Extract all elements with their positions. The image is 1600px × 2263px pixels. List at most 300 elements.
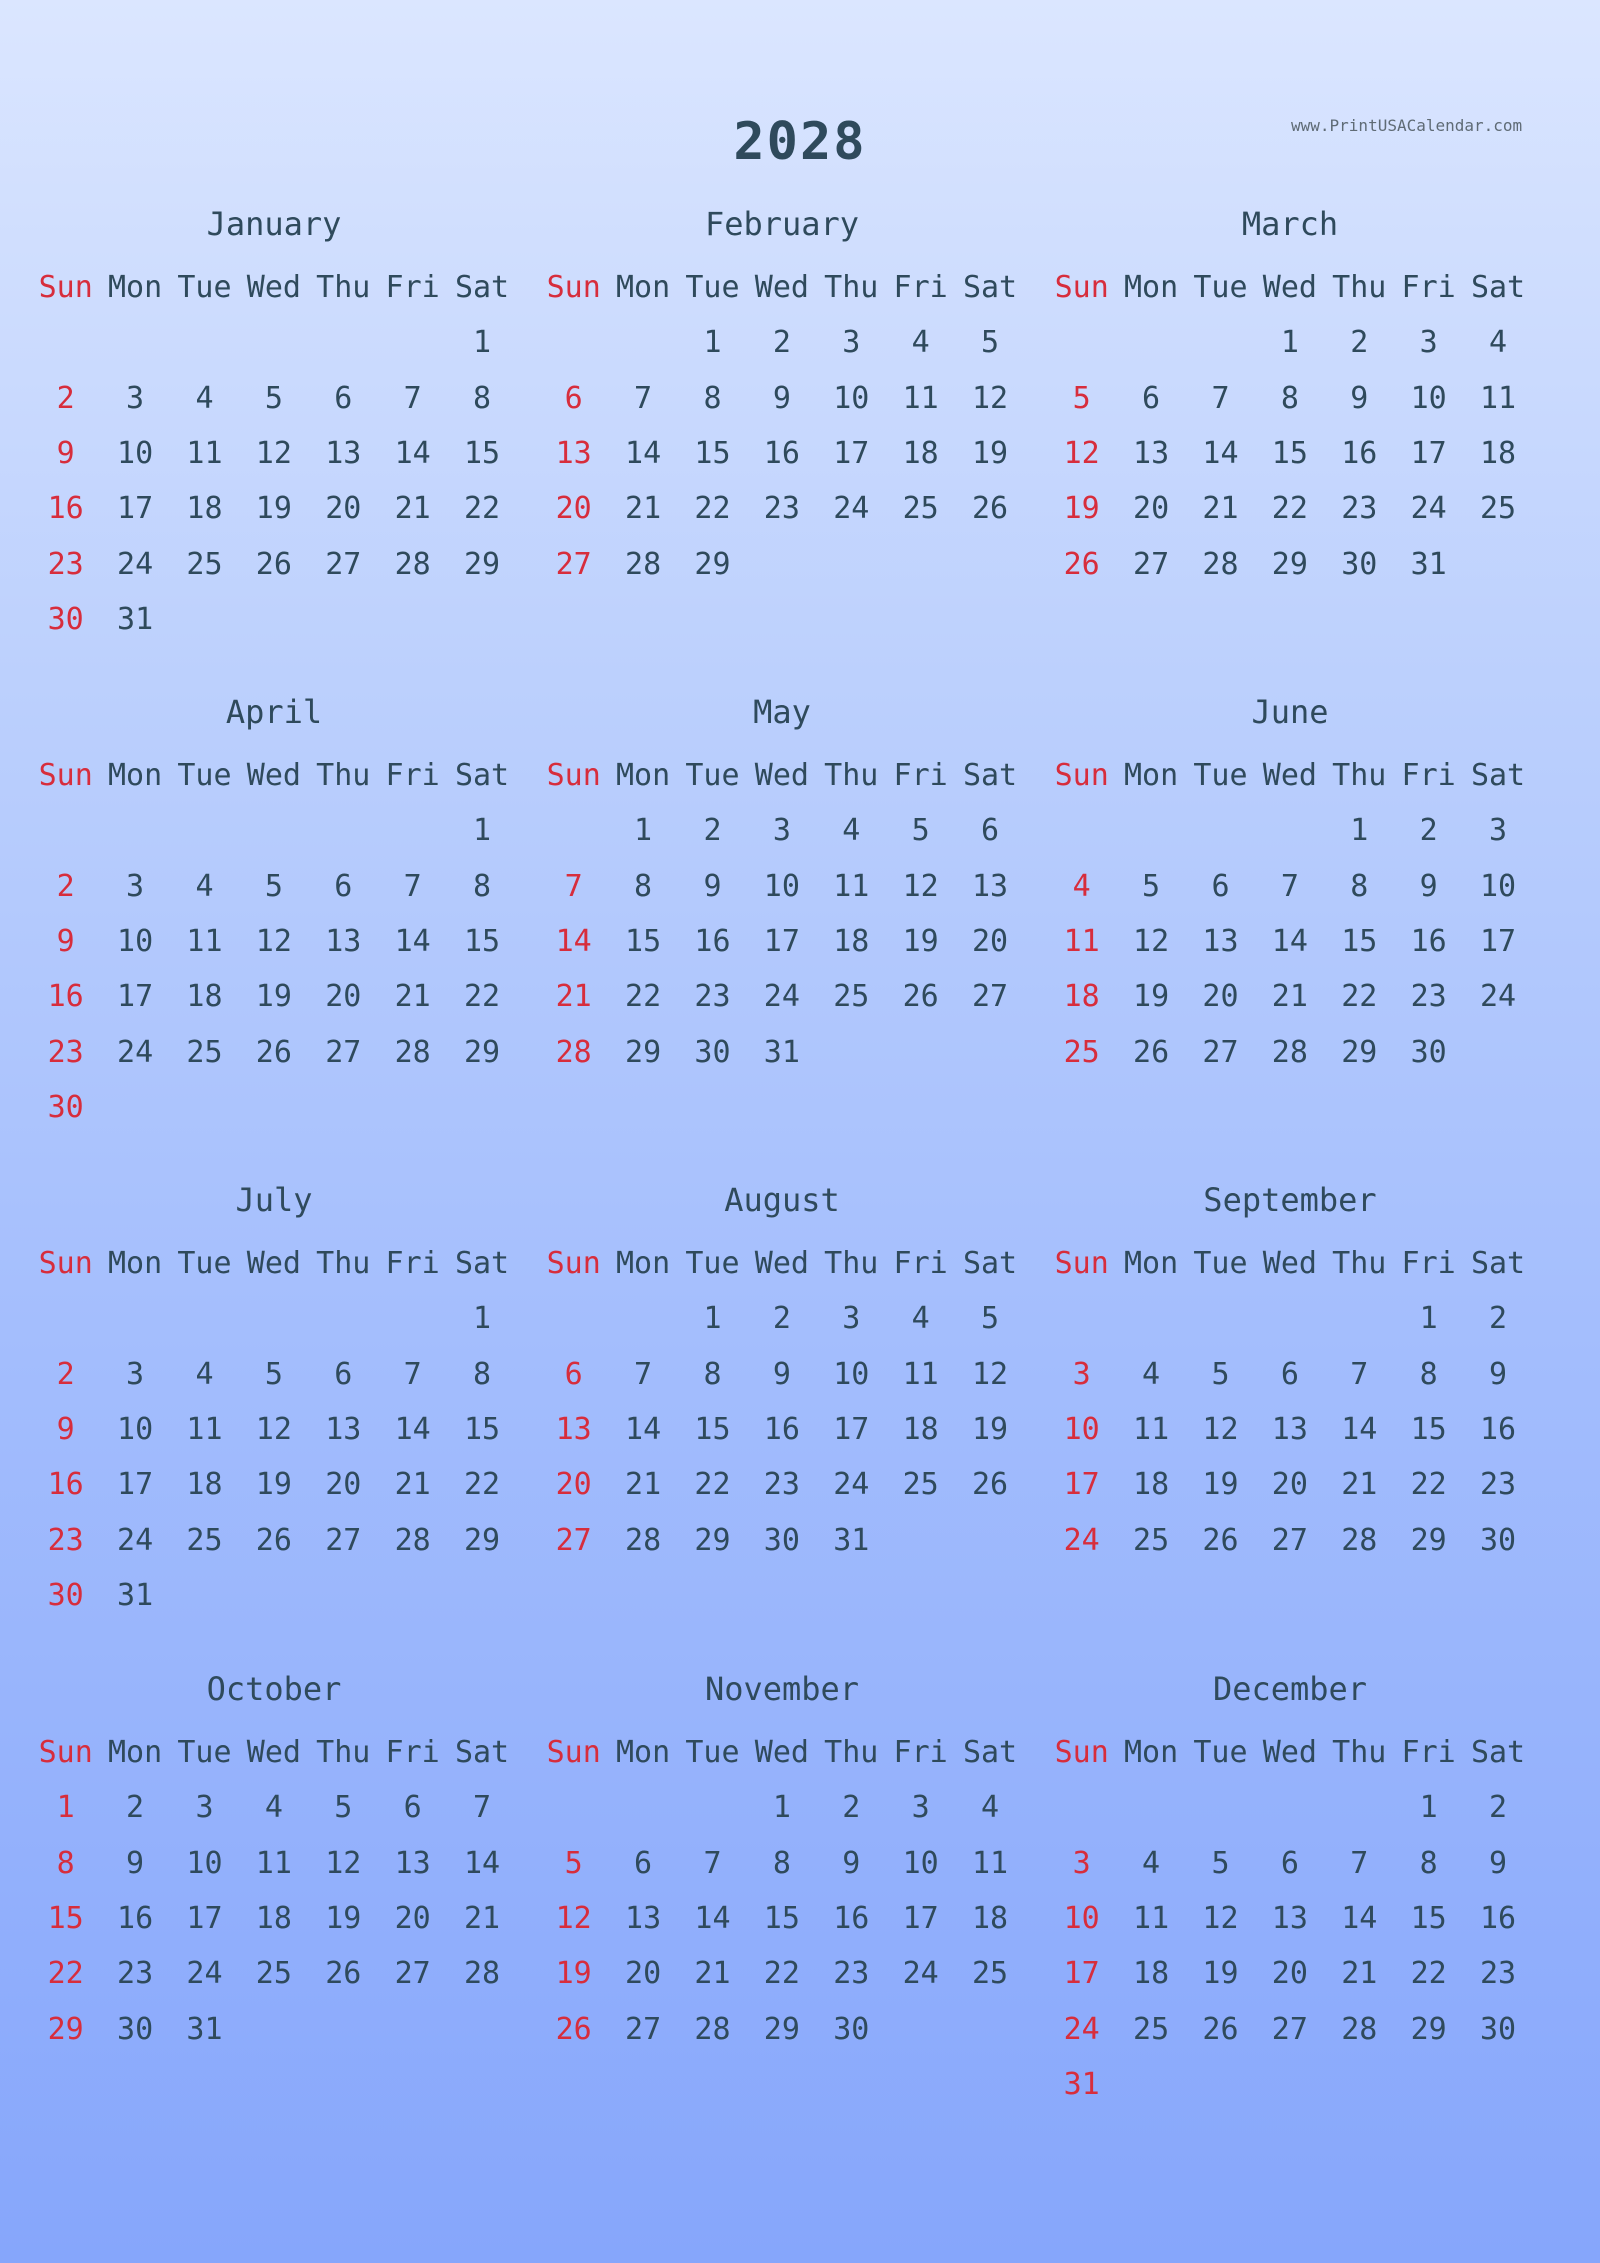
week-row: [539, 1457, 1025, 1512]
day-cell: 21: [463, 1901, 501, 1937]
day-cell: 9: [56, 1412, 75, 1448]
day-cell: 5: [334, 1790, 353, 1826]
week-row: [31, 859, 517, 914]
day-cell: 7: [403, 868, 422, 904]
weekday-label: Sun: [38, 270, 93, 306]
week-row: [31, 1836, 517, 1891]
day-cell: 20: [971, 924, 1009, 960]
week-row: [539, 1347, 1025, 1402]
day-cell: 15: [463, 1412, 501, 1448]
week-row: [31, 914, 517, 969]
day-cell: 6: [334, 1356, 353, 1392]
day-cell: 16: [833, 1901, 870, 1937]
week-row: [31, 803, 517, 858]
week-row: [31, 1512, 517, 1567]
day-cell: 21: [394, 979, 431, 1015]
day-cell: 13: [555, 436, 592, 472]
day-cell: 9: [56, 924, 75, 960]
weekday-label: Thu: [824, 758, 879, 794]
day-cell: 2: [56, 868, 75, 904]
weekday-label: Mon: [615, 1735, 671, 1771]
day-cell: 13: [971, 868, 1009, 904]
weekday-label: Wed: [1262, 1735, 1317, 1771]
day-cell: 12: [325, 1845, 362, 1881]
day-cell: 14: [463, 1845, 501, 1881]
day-cell: 22: [1410, 1956, 1447, 1992]
day-cell: 10: [1410, 380, 1447, 416]
day-cell: 5: [981, 1301, 1000, 1337]
weekday-label: Fri: [893, 270, 948, 306]
day-cell: 12: [971, 380, 1009, 416]
day-cell: 26: [255, 1522, 292, 1558]
day-cell: 6: [1211, 868, 1230, 904]
weekday-label: Wed: [246, 1735, 301, 1771]
day-cell: 16: [47, 1467, 84, 1503]
day-cell: 31: [1410, 546, 1447, 582]
day-cell: 24: [1063, 2011, 1100, 2047]
day-cell: 4: [1489, 325, 1508, 361]
week-row: [539, 914, 1025, 969]
day-cell: 4: [1142, 1845, 1161, 1881]
month-december: [1047, 1669, 1533, 2112]
day-cell: 17: [1063, 1467, 1100, 1503]
day-cell: 16: [1410, 924, 1447, 960]
weekday-label: Sat: [1470, 270, 1526, 306]
weekday-label: Thu: [824, 270, 879, 306]
day-cell: 30: [47, 1089, 84, 1125]
day-cell: 3: [126, 380, 145, 416]
weekday-label: Sat: [962, 1246, 1018, 1282]
day-cell: 27: [325, 1522, 362, 1558]
day-cell: 26: [971, 491, 1009, 527]
day-cell: 15: [47, 1901, 84, 1937]
weekday-label: Fri: [385, 758, 440, 794]
day-cell: 21: [1202, 491, 1239, 527]
day-cell: 29: [1410, 2011, 1447, 2047]
weekday-label: Fri: [893, 758, 948, 794]
week-row: [539, 803, 1025, 858]
day-cell: 10: [902, 1845, 939, 1881]
day-cell: 27: [1271, 1522, 1308, 1558]
day-cell: 20: [1271, 1956, 1308, 1992]
day-cell: 11: [1133, 1412, 1170, 1448]
weekday-label: Sun: [38, 1246, 93, 1282]
month-march: [1047, 204, 1533, 592]
day-cell: 15: [1341, 924, 1378, 960]
day-cell: 15: [763, 1901, 800, 1937]
day-cell: 4: [981, 1790, 1000, 1826]
month-name: February: [704, 205, 860, 243]
week-row: [31, 1568, 517, 1623]
day-cell: 12: [255, 436, 292, 472]
day-cell: 19: [1063, 491, 1100, 527]
day-cell: 18: [1133, 1467, 1170, 1503]
day-cell: 20: [325, 491, 362, 527]
month-january: [31, 204, 517, 647]
week-row: [1047, 426, 1533, 481]
month-august: [539, 1180, 1025, 1568]
day-cell: 7: [1350, 1845, 1369, 1881]
weekday-label: Tue: [177, 1246, 232, 1282]
day-cell: 19: [255, 491, 292, 527]
week-row: [1047, 1946, 1533, 2001]
day-cell: 1: [1419, 1790, 1438, 1826]
weekday-label: Sat: [454, 270, 510, 306]
weekday-label: Mon: [107, 1735, 163, 1771]
day-cell: 17: [117, 491, 154, 527]
day-cell: 4: [911, 1301, 930, 1337]
day-cell: 23: [763, 491, 800, 527]
day-cell: 5: [264, 380, 283, 416]
day-cell: 15: [694, 1412, 731, 1448]
day-cell: 9: [703, 868, 722, 904]
day-cell: 25: [255, 1956, 292, 1992]
day-cell: 19: [325, 1901, 362, 1937]
day-cell: 17: [1063, 1956, 1100, 1992]
day-cell: 30: [47, 1577, 84, 1613]
day-cell: 8: [703, 1356, 722, 1392]
weekday-label: Thu: [316, 758, 371, 794]
day-cell: 17: [117, 1467, 154, 1503]
week-row: [1047, 1512, 1533, 1567]
day-cell: 26: [325, 1956, 362, 1992]
day-cell: 7: [473, 1790, 492, 1826]
day-cell: 25: [186, 1522, 223, 1558]
day-cell: 12: [255, 1412, 292, 1448]
day-cell: 15: [463, 924, 501, 960]
day-cell: 14: [694, 1901, 731, 1937]
day-cell: 30: [1341, 546, 1378, 582]
day-cell: 8: [473, 380, 492, 416]
day-cell: 20: [1133, 491, 1170, 527]
day-cell: 9: [842, 1845, 861, 1881]
weekday-header-row: [31, 1236, 517, 1291]
day-cell: 16: [1479, 1901, 1517, 1937]
weekday-label: Thu: [1332, 270, 1387, 306]
day-cell: 23: [763, 1467, 800, 1503]
weekday-label: Tue: [177, 1735, 232, 1771]
month-october: [31, 1669, 517, 2057]
day-cell: 21: [394, 491, 431, 527]
day-cell: 12: [255, 924, 292, 960]
day-cell: 2: [703, 813, 722, 849]
day-cell: 3: [1489, 813, 1508, 849]
day-cell: 11: [971, 1845, 1009, 1881]
weekday-label: Thu: [1332, 1246, 1387, 1282]
day-cell: 31: [1063, 2066, 1100, 2102]
day-cell: 23: [1479, 1467, 1517, 1503]
day-cell: 26: [902, 979, 939, 1015]
week-row: [539, 859, 1025, 914]
weekday-label: Sun: [38, 758, 93, 794]
day-cell: 10: [1063, 1901, 1100, 1937]
day-cell: 18: [186, 1467, 223, 1503]
day-cell: 5: [564, 1845, 583, 1881]
weekday-label: Sun: [546, 1246, 601, 1282]
weekday-label: Mon: [1123, 1735, 1179, 1771]
day-cell: 25: [1133, 1522, 1170, 1558]
day-cell: 31: [117, 601, 154, 637]
day-cell: 27: [394, 1956, 431, 1992]
week-row: [539, 2001, 1025, 2056]
day-cell: 18: [186, 491, 223, 527]
weekday-label: Tue: [685, 270, 740, 306]
weekday-label: Fri: [1401, 1246, 1456, 1282]
weekday-label: Wed: [754, 758, 809, 794]
day-cell: 9: [1489, 1845, 1508, 1881]
week-row: [539, 536, 1025, 591]
weekday-label: Tue: [1193, 1735, 1248, 1771]
day-cell: 24: [1410, 491, 1447, 527]
weekday-label: Mon: [107, 270, 163, 306]
day-cell: 5: [1142, 868, 1161, 904]
day-cell: 21: [1271, 979, 1308, 1015]
day-cell: 27: [971, 979, 1009, 1015]
day-cell: 3: [772, 813, 791, 849]
day-cell: 23: [117, 1956, 154, 1992]
weekday-label: Sat: [1470, 758, 1526, 794]
day-cell: 31: [117, 1577, 154, 1613]
day-cell: 22: [694, 1467, 731, 1503]
day-cell: 26: [555, 2011, 592, 2047]
day-cell: 16: [694, 924, 731, 960]
day-cell: 26: [255, 1034, 292, 1070]
week-row: [1047, 315, 1533, 370]
week-row: [1047, 1402, 1533, 1457]
day-cell: 24: [1063, 1522, 1100, 1558]
day-cell: 18: [1133, 1956, 1170, 1992]
day-cell: 12: [902, 868, 939, 904]
weekday-label: Wed: [246, 758, 301, 794]
day-cell: 28: [1341, 2011, 1378, 2047]
day-cell: 29: [1341, 1034, 1378, 1070]
weekday-label: Wed: [1262, 758, 1317, 794]
week-row: [1047, 1291, 1533, 1346]
week-row: [539, 1946, 1025, 2001]
day-cell: 29: [1410, 1522, 1447, 1558]
day-cell: 4: [264, 1790, 283, 1826]
day-cell: 25: [902, 1467, 939, 1503]
day-cell: 11: [186, 436, 223, 472]
day-cell: 23: [833, 1956, 870, 1992]
day-cell: 21: [694, 1956, 731, 1992]
day-cell: 5: [911, 813, 930, 849]
week-row: [31, 1347, 517, 1402]
day-cell: 18: [902, 436, 939, 472]
day-cell: 11: [902, 380, 939, 416]
day-cell: 22: [1271, 491, 1308, 527]
week-row: [31, 371, 517, 426]
day-cell: 14: [625, 436, 662, 472]
weekday-label: Thu: [1332, 758, 1387, 794]
weekday-label: Mon: [107, 758, 163, 794]
day-cell: 22: [463, 491, 501, 527]
day-cell: 19: [1202, 1467, 1239, 1503]
day-cell: 15: [1271, 436, 1308, 472]
week-row: [31, 1402, 517, 1457]
day-cell: 14: [1202, 436, 1239, 472]
weekday-label: Thu: [824, 1735, 879, 1771]
day-cell: 7: [1211, 380, 1230, 416]
weekday-label: Sat: [962, 270, 1018, 306]
day-cell: 5: [1072, 380, 1091, 416]
weekday-header-row: [1047, 1236, 1533, 1291]
day-cell: 25: [902, 491, 939, 527]
week-row: [539, 1024, 1025, 1079]
day-cell: 28: [394, 1522, 431, 1558]
weekday-label: Sat: [962, 758, 1018, 794]
month-july: [31, 1180, 517, 1623]
day-cell: 8: [1419, 1845, 1438, 1881]
day-cell: 3: [1072, 1845, 1091, 1881]
day-cell: 27: [625, 2011, 662, 2047]
day-cell: 9: [1350, 380, 1369, 416]
weekday-header-row: [1047, 260, 1533, 315]
day-cell: 30: [694, 1034, 731, 1070]
weekday-label: Fri: [1401, 758, 1456, 794]
week-row: [31, 1291, 517, 1346]
month-name: January: [206, 205, 342, 243]
day-cell: 21: [1341, 1956, 1378, 1992]
day-cell: 26: [1202, 1522, 1239, 1558]
day-cell: 30: [117, 2011, 154, 2047]
day-cell: 8: [473, 868, 492, 904]
day-cell: 1: [56, 1790, 75, 1826]
day-cell: 18: [833, 924, 870, 960]
day-cell: 8: [703, 380, 722, 416]
day-cell: 22: [763, 1956, 800, 1992]
day-cell: 2: [56, 380, 75, 416]
week-row: [1047, 1836, 1533, 1891]
day-cell: 21: [1341, 1467, 1378, 1503]
day-cell: 23: [1410, 979, 1447, 1015]
month-name: March: [1241, 205, 1339, 243]
week-row: [31, 1780, 517, 1835]
day-cell: 1: [772, 1790, 791, 1826]
day-cell: 10: [186, 1845, 223, 1881]
week-row: [539, 969, 1025, 1024]
weekday-header-row: [31, 748, 517, 803]
weekday-label: Sun: [546, 270, 601, 306]
day-cell: 17: [902, 1901, 939, 1937]
day-cell: 30: [1479, 2011, 1517, 2047]
week-row: [539, 481, 1025, 536]
day-cell: 31: [186, 2011, 223, 2047]
week-row: [1047, 914, 1533, 969]
day-cell: 16: [47, 979, 84, 1015]
day-cell: 2: [56, 1356, 75, 1392]
day-cell: 26: [1063, 546, 1100, 582]
day-cell: 30: [833, 2011, 870, 2047]
weekday-label: Fri: [893, 1735, 948, 1771]
day-cell: 6: [1142, 380, 1161, 416]
day-cell: 8: [1350, 868, 1369, 904]
week-row: [539, 1780, 1025, 1835]
day-cell: 14: [394, 436, 431, 472]
day-cell: 19: [555, 1956, 592, 1992]
day-cell: 5: [981, 325, 1000, 361]
day-cell: 30: [1479, 1522, 1517, 1558]
day-cell: 1: [1419, 1301, 1438, 1337]
day-cell: 2: [772, 1301, 791, 1337]
day-cell: 28: [463, 1956, 501, 1992]
day-cell: 4: [911, 325, 930, 361]
weekday-label: Fri: [1401, 1735, 1456, 1771]
day-cell: 12: [555, 1901, 592, 1937]
day-cell: 19: [255, 979, 292, 1015]
weekday-label: Tue: [685, 1735, 740, 1771]
day-cell: 28: [694, 2011, 731, 2047]
day-cell: 24: [1479, 979, 1517, 1015]
day-cell: 13: [1202, 924, 1239, 960]
day-cell: 3: [842, 1301, 861, 1337]
weekday-header-row: [1047, 1725, 1533, 1780]
day-cell: 23: [694, 979, 731, 1015]
day-cell: 1: [703, 325, 722, 361]
day-cell: 25: [186, 546, 223, 582]
day-cell: 20: [394, 1901, 431, 1937]
weekday-label: Mon: [107, 1246, 163, 1282]
week-row: [1047, 803, 1533, 858]
day-cell: 15: [694, 436, 731, 472]
day-cell: 28: [625, 546, 662, 582]
weekday-label: Sun: [546, 758, 601, 794]
day-cell: 28: [394, 1034, 431, 1070]
week-row: [31, 1457, 517, 1512]
day-cell: 2: [1350, 325, 1369, 361]
day-cell: 17: [1410, 436, 1447, 472]
week-row: [1047, 2057, 1533, 2112]
weekday-label: Fri: [385, 1735, 440, 1771]
day-cell: 25: [971, 1956, 1009, 1992]
weekday-label: Mon: [615, 1246, 671, 1282]
weekday-label: Thu: [316, 1246, 371, 1282]
day-cell: 2: [1489, 1301, 1508, 1337]
day-cell: 13: [325, 1412, 362, 1448]
day-cell: 15: [463, 436, 501, 472]
day-cell: 14: [394, 924, 431, 960]
day-cell: 27: [325, 1034, 362, 1070]
weekday-label: Sat: [454, 1246, 510, 1282]
weekday-label: Mon: [1123, 270, 1179, 306]
day-cell: 18: [1479, 436, 1517, 472]
month-name: July: [235, 1181, 313, 1219]
weekday-label: Sun: [38, 1735, 93, 1771]
day-cell: 4: [195, 868, 214, 904]
weekday-label: Sun: [1054, 1246, 1109, 1282]
month-june: [1047, 692, 1533, 1080]
day-cell: 11: [1063, 924, 1100, 960]
week-row: [31, 1946, 517, 2001]
week-row: [1047, 536, 1533, 591]
day-cell: 15: [625, 924, 662, 960]
weekday-label: Wed: [754, 1246, 809, 1282]
day-cell: 21: [625, 1467, 662, 1503]
day-cell: 20: [325, 979, 362, 1015]
day-cell: 10: [763, 868, 800, 904]
day-cell: 28: [1271, 1034, 1308, 1070]
day-cell: 14: [1341, 1412, 1378, 1448]
month-april: [31, 692, 517, 1135]
week-row: [539, 1291, 1025, 1346]
day-cell: 14: [555, 924, 592, 960]
week-row: [1047, 371, 1533, 426]
day-cell: 1: [473, 813, 492, 849]
day-cell: 9: [1419, 868, 1438, 904]
day-cell: 8: [56, 1845, 75, 1881]
weekday-label: Tue: [177, 758, 232, 794]
day-cell: 17: [763, 924, 800, 960]
